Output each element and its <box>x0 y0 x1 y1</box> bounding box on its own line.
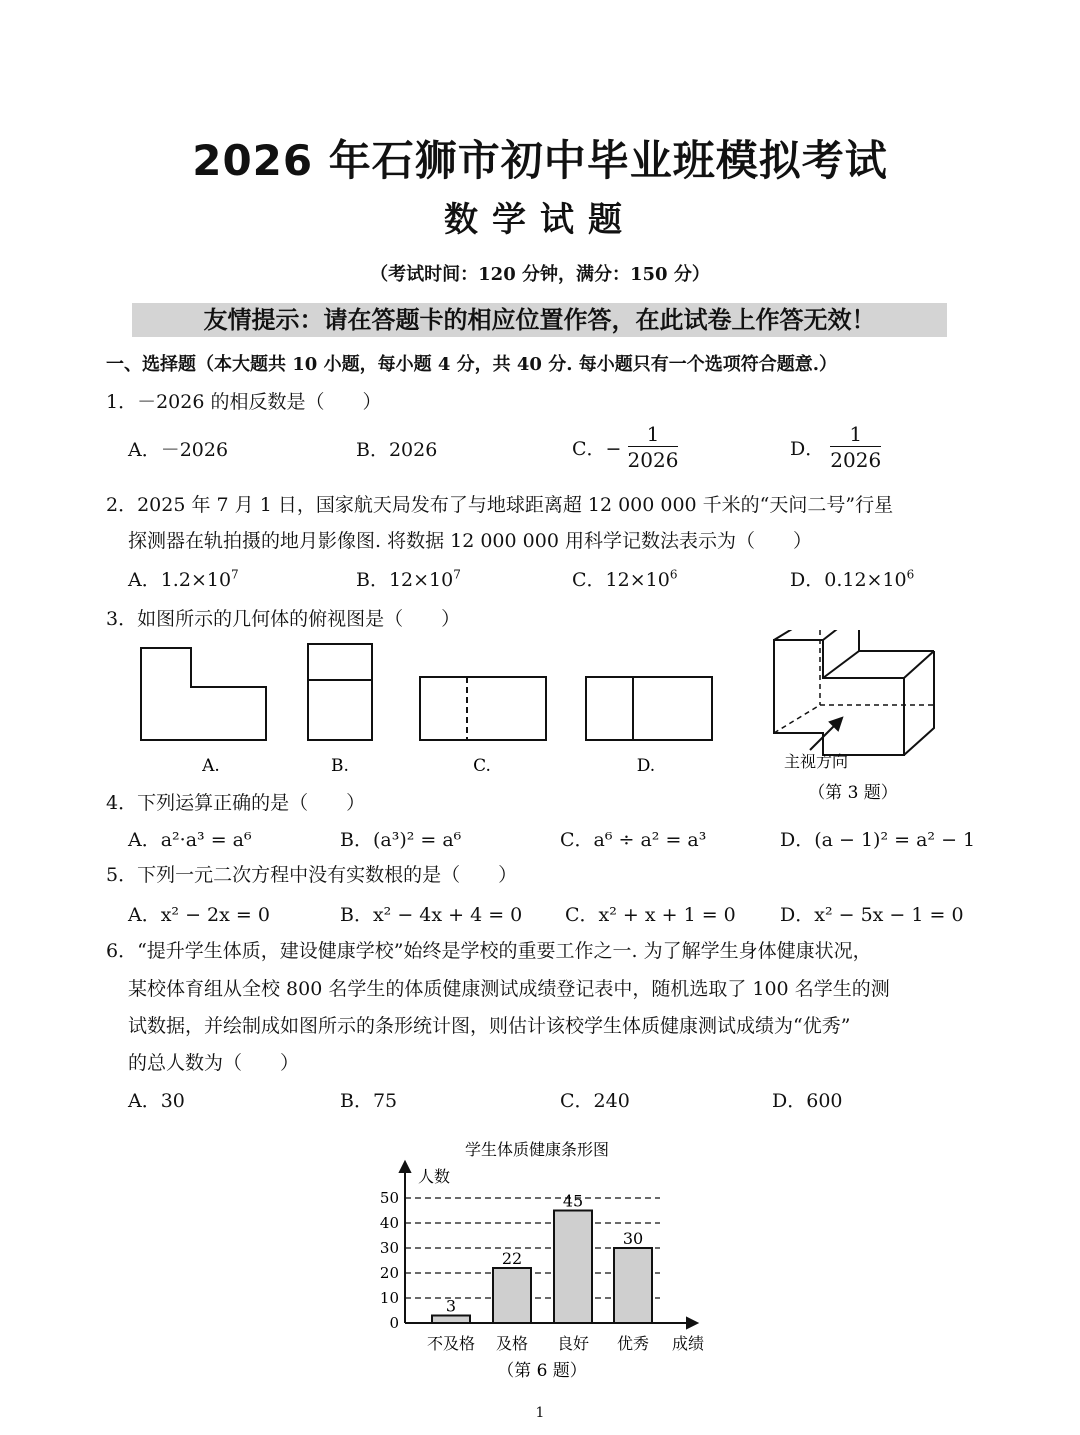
q6-line2: 某校体育组从全校 800 名学生的体质健康测试成绩登记表中，随机选取了 100 名学生的测 <box>128 978 890 1000</box>
exam-info: （考试时间：120 分钟，满分：150 分） <box>370 264 710 285</box>
page-title: 2026 年石狮市初中毕业班模拟考试 <box>192 136 888 185</box>
q3-stem: 3．如图所示的几何体的俯视图是（ ） <box>106 608 461 630</box>
q1-option-d-prefix: D． <box>790 438 825 460</box>
q1-stem: 1．－2026 的相反数是（ ） <box>106 391 382 413</box>
q6-option-b: B．75 <box>340 1090 398 1112</box>
q3-caption: （第 3 题） <box>808 783 898 803</box>
chart-data-label: 30 <box>622 1229 644 1248</box>
q4-option-a: A．a²·a³ = a⁶ <box>128 829 252 851</box>
q6-option-d: D．600 <box>772 1090 843 1112</box>
q2-b-exp: 7 <box>453 567 461 582</box>
chart-category-label: 不及格 <box>426 1334 476 1353</box>
chart-bar <box>432 1316 470 1324</box>
chart-category-label: 良好 <box>556 1334 590 1353</box>
q3-figure-c <box>420 677 546 740</box>
q1-d-numerator: 1 <box>830 422 881 447</box>
friendly-tip: 友情提示：请在答题卡的相应位置作答，在此试卷上作答无效！ <box>132 303 947 337</box>
q2-b-base: B．12×10 <box>356 569 454 591</box>
chart-bar <box>614 1248 652 1323</box>
q5-option-c: C．x² + x + 1 = 0 <box>565 904 736 926</box>
q2-option-a <box>128 565 239 592</box>
subject-title: 数学试题 <box>444 200 636 240</box>
q4-option-d: D．(a − 1)² = a² − 1 <box>780 829 976 851</box>
q6-line3: 试数据，并绘制成如图所示的条形统计图，则估计该校学生体质健康测试成绩为“优秀” <box>128 1015 851 1037</box>
q5-option-a: A．x² − 2x = 0 <box>128 904 270 926</box>
q1-option-c-prefix: C．− <box>572 438 622 460</box>
q2-line1: 2．2025 年 7 月 1 日，国家航天局发布了与地球距离超 12 000 000 千米的“天问二号”行星 <box>106 494 894 516</box>
q2-a-exp: 7 <box>231 567 239 582</box>
chart-bars <box>432 1192 652 1324</box>
chart-category-label: 及格 <box>495 1334 529 1353</box>
q1-option-d <box>790 422 881 473</box>
q6-option-c: C．240 <box>560 1090 630 1112</box>
q3-figure-b <box>308 644 372 740</box>
section-heading: 一、选择题（本大题共 10 小题，每小题 4 分，共 40 分. 每小题只有一个选项符合题意.） <box>106 354 838 375</box>
q2-c-base: C．12×10 <box>572 569 670 591</box>
chart-y-tick-label: 0 <box>389 1314 399 1332</box>
q6-option-a: A．30 <box>128 1090 185 1112</box>
chart-data-label: 3 <box>445 1296 457 1316</box>
q1-option-c-fraction <box>628 422 679 473</box>
chart-y-tick-label: 30 <box>379 1239 399 1257</box>
q1-c-numerator: 1 <box>628 422 679 447</box>
chart-data-label: 22 <box>501 1249 523 1268</box>
q2-line2: 探测器在轨拍摄的地月影像图. 将数据 12 000 000 用科学记数法表示为（ ） <box>128 530 812 552</box>
q5-option-b: B．x² − 4x + 4 = 0 <box>340 904 523 926</box>
q3-label-c: C. <box>473 756 491 776</box>
q5-option-d: D．x² − 5x − 1 = 0 <box>780 904 964 926</box>
page-number: 1 <box>535 1405 545 1421</box>
chart-bar <box>493 1268 531 1323</box>
q5-stem: 5．下列一元二次方程中没有实数根的是（ ） <box>106 864 518 886</box>
q1-option-b: B．2026 <box>356 439 438 461</box>
q6-line1: 6．“提升学生体质，建设健康学校”始终是学校的重要工作之一. 为了解学生身体健康状况， <box>106 940 872 962</box>
chart-categories <box>427 1334 649 1353</box>
q1-d-denominator: 2026 <box>830 448 882 472</box>
chart-y-ticks <box>380 1189 399 1332</box>
chart-y-tick-label: 20 <box>379 1264 399 1282</box>
q1-option-c <box>572 422 678 473</box>
q2-c-exp: 6 <box>669 567 678 582</box>
q3-solid-hidden-edges <box>774 630 934 733</box>
q2-option-b <box>356 565 461 592</box>
chart-y-label: 人数 <box>417 1167 451 1186</box>
q4-stem: 4．下列运算正确的是（ ） <box>106 792 366 814</box>
q4-option-b: B．(a³)² = a⁶ <box>340 829 462 851</box>
chart-y-tick-label: 10 <box>379 1289 399 1307</box>
q1-option-a: A．－2026 <box>128 439 229 461</box>
q3-label-a: A. <box>202 756 220 776</box>
chart-y-tick-label: 50 <box>379 1189 399 1207</box>
q3-figure-a <box>141 648 266 740</box>
chart-x-label: 成绩 <box>671 1334 705 1353</box>
q2-d-base: D．0.12×10 <box>790 569 907 591</box>
q3-figure-d <box>586 677 712 740</box>
chart-title: 学生体质健康条形图 <box>464 1140 610 1159</box>
chart-bar <box>554 1211 592 1324</box>
q3-solid <box>774 630 934 755</box>
q3-label-b: B. <box>331 756 349 776</box>
q1-c-denominator: 2026 <box>627 448 679 472</box>
q6-caption: （第 6 题） <box>497 1361 587 1381</box>
q6-line4: 的总人数为（ ） <box>128 1052 300 1074</box>
chart-data-label: 45 <box>562 1191 584 1211</box>
q1-option-d-fraction <box>830 422 881 473</box>
q2-option-c <box>572 565 677 592</box>
chart-y-tick-label: 40 <box>379 1214 399 1232</box>
q2-option-d <box>790 565 914 592</box>
q3-label-d: D. <box>636 756 656 776</box>
chart-category-label: 优秀 <box>616 1334 650 1353</box>
q6-bar-chart <box>360 1130 720 1390</box>
q4-option-c: C．a⁶ ÷ a² = a³ <box>560 829 707 851</box>
q2-d-exp: 6 <box>906 567 915 582</box>
q3-view-direction-label: 主视方向 <box>783 752 849 771</box>
q2-a-base: A．1.2×10 <box>128 569 232 591</box>
